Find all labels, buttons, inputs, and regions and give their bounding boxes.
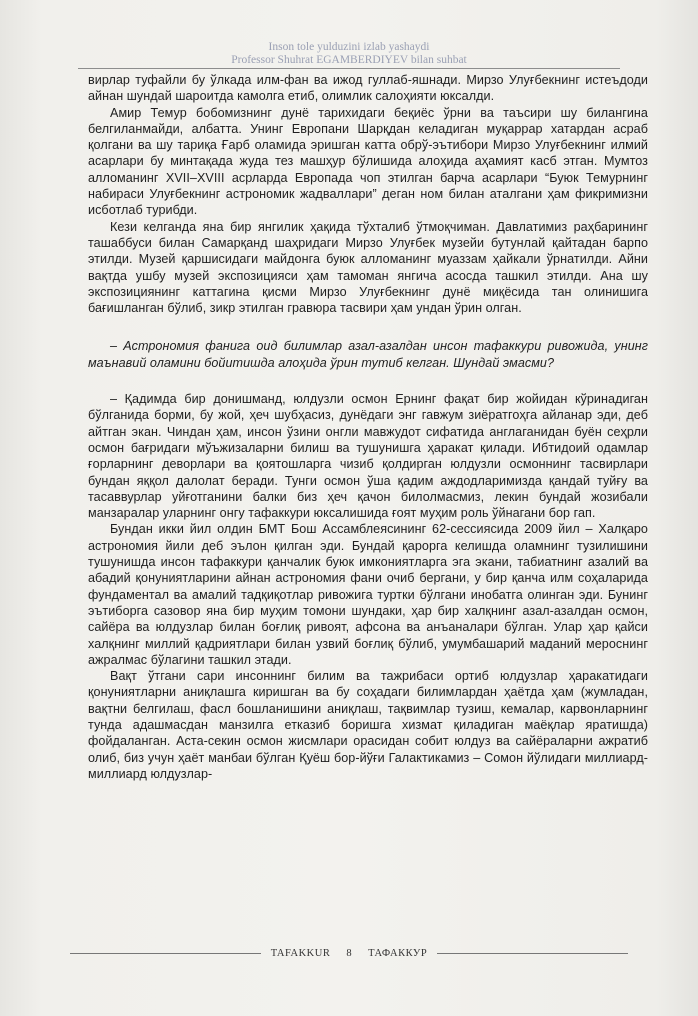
footer-magazine-latin: TAFAKKUR bbox=[270, 948, 331, 959]
footer-magazine-cyrillic: ТАФАККУР bbox=[368, 948, 428, 959]
running-head bbox=[0, 41, 698, 67]
page-number: 8 bbox=[346, 948, 353, 959]
answer-paragraph: Бундан икки йил олдин БМТ Бош Ассамблеясининг 62-сессиясида 2009 йил – Халқаро астрономия йили деб эълон қилган эди. Бундай қарорга келишда оламнинг тузилишини тушунишда инсон тафаккури қанчалик буюк имкониятларга эга экани, табиатнинг азалий ва абадий қонуниятларини айнан астрономия фани очиб бергани, у бир қанча илм соҳаларида фундаментал ва амалий тадқиқотлар ривожига туртки бўлгани инобатга олинган эди. Бунинг эътиборга сазовор яна бир муҳим томони шундаки, ҳар бир халқнинг азал-азалдан осмон, сайёра ва юлдузлар билан боғлиқ ривоят, афсона ва анъаналари бўлган. Улар ҳар қайси халқнинг миллий қадриятлари билан узвий боғлиқ бўлиб, умумбашарий маданий мероснинг ажралмас бўлагини ташкил этади. bbox=[88, 522, 648, 667]
interview-question: – Астрономия фанига оид билимлар азал-азалдан инсон тафаккури ривожида, унинг маънавий оламини бойитишда алоҳида ўрин тутиб келган. Шундай эмасми? bbox=[88, 339, 648, 370]
paragraph: вирлар туфайли бу ўлкада илм-фан ва ижод гуллаб-яшнади. Мирзо Улуғбекнинг истеъдоди айнан шундай шароитда камолга етиб, олимлик салоҳияти юксалди. bbox=[88, 73, 648, 104]
paragraph: Кези келганда яна бир янгилик ҳақида тўхталиб ўтмоқчиман. Давлатимиз раҳбарининг ташаббуси билан Самарқанд шаҳридаги Мирзо Улуғбек музейи бутунлай қайтадан барпо этилди. Музей қаршисидаги майдонга буюк алломанинг муаззам ҳайкали ўрнатилди. Айни вақтда ушбу музей экспозицияси ҳам тамоман янгича асосда ташкил этилди. Ана шу экспозициянинг каттагина қисми Мирзо Улуғбекнинг дунё миқёсида тан олинишига бағишланган бўлиб, зикр этилган гравюра тасвири ҳам ундан ўрин олган. bbox=[88, 219, 648, 316]
paragraph: Амир Темур бобомизнинг дунё тарихидаги беқиёс ўрни ва таъсири шу билангина белгиланмайди, албатта. Унинг Европани Шарқдан келадиган муқаррар хатардан асраб қолгани ва шу тариқа Ғарб оламида эришган катта обрў-эътибори Мирзо Улуғбекнинг илмий асарлари бу минтақада жуда тез машҳур бўлишида алоҳида аҳамият касб этган. Мумтоз алломанинг XVII–XVIII асрларда Европада чоп этилган барча асарлари “Буюк Темурнинг набираси Улуғбекнинг астрономик жадваллари” деган ном билан аталгани ҳам фикримизни исботлаб турибди. bbox=[88, 105, 648, 218]
article-body bbox=[88, 72, 648, 782]
header-rule bbox=[78, 68, 620, 69]
page-footer bbox=[60, 948, 638, 959]
answer-paragraph: Вақт ўтгани сари инсоннинг билим ва тажрибаси ортиб юлдузлар ҳаракатидаги қонуниятларни аниқлашга киришган ва бу соҳадаги билимлардан ҳаётда ҳам (жумладан, вақтни белгилаш, фасл бошланишини аниқлаш, тақвимлар тузиш, кемалар, карвонларнинг тунда адашмасдан манзилга етказиб боришга хизмат қиладиган маёқлар яратишда) фойдаланган. Аста-секин осмон жисмлари орасидан собит юлдуз ва сайёраларни ажратиб олиб, биз учун ҳаёт манбаи бўлган Қуёш бор-йўғи Галактикамиз – Сомон йўлидаги миллиард-миллиард юлдузлар- bbox=[88, 669, 648, 781]
answer-paragraph: – Қадимда бир донишманд, юлдузли осмон Ернинг фақат бир жойидан кўринадиган бўлганида борми, бу жой, ҳеч шубҳасиз, дунёдаги энг гавжум зиёратгоҳга айланар эди, деб айтган экан. Чиндан ҳам, инсон ўзини онгли мавжудот сифатида англаганидан буён сеҳрли осмон бағридаги мўъжизаларни билиш ва тушунишга ҳаракат қилади. Ибтидоий одамлар ғорларнинг деворлари ва қоятошларга чизиб қолдирган юлдузли осмоннинг тасвирлари бундан яққол далолат беради. Тунги осмон ўша қадим аждодларимизда қандай туйғу ва тасаввурлар уйғотганини балки биз ҳеч қачон билолмасмиз, лекин бундай жозибали манзаралар уларнинг онгу тафаккури юксалишида ғоят муҳим роль ўйнагани бор гап. bbox=[88, 392, 648, 521]
running-head-subtitle: Professor Shuhrat EGAMBERDIYEV bilan suhbat bbox=[231, 54, 467, 66]
running-head-title: Inson tole yulduzini izlab yashaydi bbox=[268, 41, 430, 53]
footer-rule-right bbox=[437, 953, 628, 954]
footer-rule-left bbox=[70, 953, 261, 954]
